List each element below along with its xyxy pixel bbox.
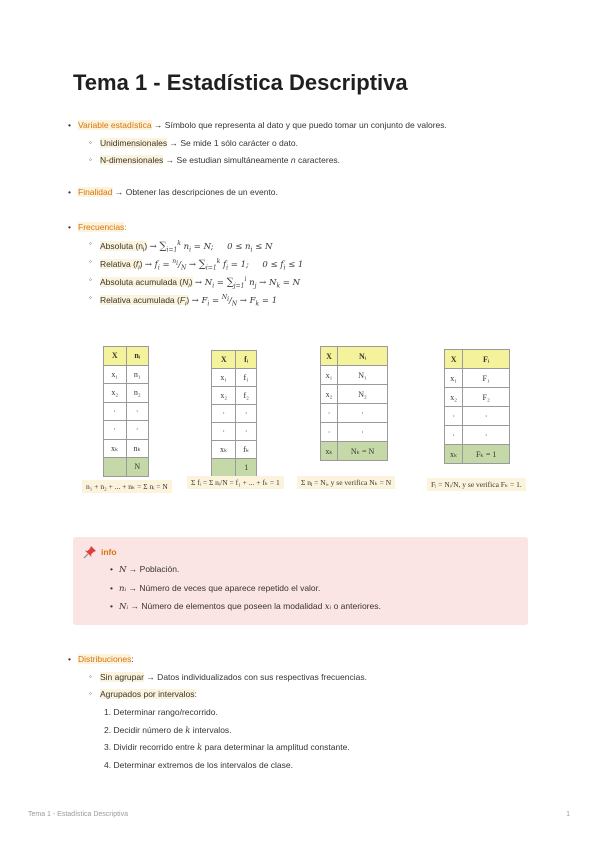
table-total-row (212, 459, 257, 477)
n-desc-tail: caracteres. (295, 155, 341, 165)
table-total-row (104, 458, 149, 477)
absoluta-label: Absoluta (n (100, 240, 143, 251)
table-cell (104, 458, 127, 477)
step-text: Dividir recorrido entre (113, 742, 198, 752)
table-cell: xₖ (104, 439, 127, 458)
table-row (104, 421, 149, 440)
step-number: 3. (104, 742, 112, 752)
info-item (119, 563, 179, 576)
list-item-finalidad (78, 186, 278, 198)
table-cell: nᵢ (126, 347, 149, 366)
table-cell: Nᵢ (338, 347, 388, 366)
table-row (445, 388, 510, 407)
table-cell: x₁ (445, 369, 463, 388)
term-variable: Variable estadística (78, 120, 152, 130)
table-cell: N (126, 458, 149, 477)
step-item (104, 741, 350, 754)
table-row (445, 407, 510, 426)
table-cell: N₁ (338, 366, 388, 385)
callout-title: info (101, 547, 117, 557)
formula-sum-fi: Σ fᵢ = Σ nᵢ/N = f₁ + ... + fₖ = 1 (187, 476, 284, 489)
step-var: k (197, 743, 203, 753)
table-cell (212, 459, 236, 477)
table-cell: · (321, 423, 338, 442)
freq-relativa: ◦ Relativa $(f_i) \to f_i = ^{n_i}/_N \to \sum_{i=1}^k$ $f_i = 1$; $0 \le f_i \le 1$ (100, 256, 303, 275)
page-number: 1 (566, 811, 570, 818)
table-cell: X (104, 347, 127, 366)
table-cell: X (445, 350, 463, 369)
table-row (104, 365, 149, 384)
list-item-frecuencias (78, 221, 127, 233)
n-var: n (290, 155, 296, 165)
info-text-2: o anteriores. (331, 601, 381, 611)
info-symbol: N (119, 565, 127, 575)
table-row (212, 405, 257, 423)
table-cell: fᵢ (236, 351, 257, 369)
uni-desc: → Se mide 1 sólo carácter o dato. (167, 138, 298, 148)
abs-acum-formula: → $N_i = \sum_{j=1}^i$ $n_j \to N_k = N$ (194, 276, 301, 290)
table-cell: · (126, 402, 149, 421)
table-cell: · (212, 405, 236, 423)
table-cell: · (104, 402, 127, 421)
term-distribuciones: Distribuciones (78, 654, 132, 664)
n-desc: → Se estudian simultáneamente (163, 155, 291, 165)
table-cell: x₁ (321, 366, 338, 385)
info-text: → Población. (126, 564, 180, 574)
step-item (104, 759, 293, 771)
step-number: 2. (104, 725, 112, 735)
list-item-variable (78, 119, 447, 131)
table-cell: · (321, 404, 338, 423)
table-cell: xₖ (212, 441, 236, 459)
freq-absoluta: ◦ Absoluta $(n_i) \to \sum_{i=1}^k$ $n_i = N$; $0 \le n_i \le N$ (100, 238, 272, 257)
pushpin-icon (83, 545, 97, 559)
table-cell: f₂ (236, 387, 257, 405)
table-cell: X (212, 351, 236, 369)
info-text: → Número de elementos que poseen la modalidad (128, 601, 325, 611)
relativa-formula: → $f_i = ^{n_i}/_N \to \sum_{i=1}^k$ $f_i = 1$; $0 \le f_i \le 1$ (144, 258, 304, 272)
table-row (445, 426, 510, 445)
table-cumulative-relative (444, 349, 510, 464)
info-text: → Número de veces que aparece repetido el valor. (126, 583, 321, 593)
table-cumulative-absolute (320, 346, 388, 461)
list-item-ndimensionales (100, 154, 340, 166)
step-tail: para determinar la amplitud constante. (202, 742, 350, 752)
step-number: 1. (104, 707, 112, 717)
list-item-agrupados (100, 688, 197, 700)
table-cell: x₂ (212, 387, 236, 405)
step-number: 4. (104, 760, 112, 770)
table-cell: xₖ (445, 445, 463, 464)
formula-cumulative-Ni: Σ nⱼ = Nᵢ, y se verifica Nₖ = N (297, 476, 395, 489)
term-frecuencias: Frecuencias (78, 222, 125, 232)
table-cell: Fᵢ (463, 350, 510, 369)
table-cell: Fₖ = 1 (463, 445, 510, 464)
frecuencias-colon: : (124, 222, 127, 232)
abs-acum-label: Absoluta acumulada ( (100, 276, 183, 287)
table-row (321, 404, 388, 423)
table-cell: fₖ (236, 441, 257, 459)
table-cell: n₂ (126, 384, 149, 403)
term-ndimensionales: N-dimensionales (100, 155, 164, 165)
table-absolute-frequency (103, 346, 149, 477)
term-finalidad: Finalidad (78, 187, 113, 197)
table-cell: · (463, 426, 510, 445)
table-cell: xₖ (321, 442, 338, 461)
step-tail: intervalos. (190, 725, 232, 735)
relativa-label: Relativa ( (100, 258, 136, 269)
term-unidimensionales: Unidimensionales (100, 138, 168, 148)
absoluta-close: ) (144, 240, 148, 251)
step-text: Determinar rango/recorrido. (113, 707, 218, 717)
table-cell: n₁ (126, 365, 149, 384)
variable-desc: → Símbolo que representa al dato y que puedo tomar un conjunto de valores. (151, 120, 447, 130)
table-cell: · (236, 423, 257, 441)
table-cell: x₁ (104, 365, 127, 384)
step-item (104, 706, 218, 718)
table-total-row (321, 442, 388, 461)
table-row (445, 369, 510, 388)
formula-cumulative-Fi: Fᵢ = Nᵢ/N, y se verifica Fₖ = 1. (427, 478, 526, 491)
table-row (104, 402, 149, 421)
table-cell: · (236, 405, 257, 423)
table-cell: x₂ (445, 388, 463, 407)
info-symbol: nᵢ (119, 584, 127, 594)
table-cell: nₖ (126, 439, 149, 458)
table-header-row (321, 347, 388, 366)
list-item-sin-agrupar (100, 671, 367, 683)
table-cell: F₁ (463, 369, 510, 388)
table-header-row (445, 350, 510, 369)
term-sin-agrupar: Sin agrupar (100, 672, 144, 682)
table-cell: X (321, 347, 338, 366)
table-cell: x₂ (104, 384, 127, 403)
table-cell: · (445, 426, 463, 445)
table-cell: · (445, 407, 463, 426)
freq-absoluta-acumulada: ◦ Absoluta acumulada $(N_i) \to N_i = \sum_{j=1}^i$ $n_j \to N_k = N$ (100, 274, 300, 293)
abs-acum-close: ) (189, 276, 193, 287)
table-cell: F₂ (463, 388, 510, 407)
step-item (104, 724, 232, 737)
table-cell: 1 (236, 459, 257, 477)
table-row (321, 366, 388, 385)
info-item (119, 600, 381, 613)
table-row (212, 441, 257, 459)
rel-acum-close: ) (186, 294, 190, 305)
table-cell: N₂ (338, 385, 388, 404)
list-item-distribuciones (78, 653, 134, 665)
table-cell: Nₖ = N (338, 442, 388, 461)
table-cell: · (212, 423, 236, 441)
table-header-row (104, 347, 149, 366)
formula-sum-ni: n₁ + n₂ + ... + nₖ = Σ nᵢ = N (82, 480, 172, 493)
footer-title: Tema 1 - Estadística Descriptiva (28, 811, 128, 818)
info-item (119, 582, 320, 595)
term-agrupados: Agrupados por intervalos (100, 689, 195, 699)
freq-relativa-acumulada: ◦ Relativa acumulada $(F_i) \to F_i = ^{N_i}/_N \to F_k = 1$ (100, 292, 277, 311)
info-symbol: Nᵢ (119, 602, 129, 612)
table-row (212, 387, 257, 405)
distribuciones-colon: : (131, 654, 134, 664)
step-var: k (185, 726, 191, 736)
table-cell: · (338, 404, 388, 423)
table-relative-frequency (211, 350, 257, 477)
table-cell: · (104, 421, 127, 440)
table-header-row (212, 351, 257, 369)
step-text: Decidir número de (113, 725, 186, 735)
list-item-unidimensionales (100, 137, 298, 149)
agrupados-colon: : (194, 689, 197, 699)
sin-agrupar-desc: → Datos individualizados con sus respectivas frecuencias. (143, 672, 367, 682)
table-row (104, 384, 149, 403)
table-total-row (445, 445, 510, 464)
table-cell: · (463, 407, 510, 426)
info-symbol-2: xᵢ (324, 602, 332, 612)
info-callout (73, 537, 528, 625)
table-cell: x₂ (321, 385, 338, 404)
table-cell: f₁ (236, 369, 257, 387)
absoluta-formula: → $\sum_{i=1}^k$ $n_i = N$; $0 \le n_i \le N$ (149, 240, 273, 254)
finalidad-desc: → Obtener las descripciones de un evento. (112, 187, 278, 197)
table-row (321, 385, 388, 404)
table-cell: x₁ (212, 369, 236, 387)
step-text: Determinar extremos de los intervalos de clase. (113, 760, 293, 770)
table-row (104, 439, 149, 458)
table-cell: · (126, 421, 149, 440)
rel-acum-formula: → $F_i = ^{N_i}/_N \to F_k = 1$ (191, 294, 278, 308)
page-title: Tema 1 - Estadística Descriptiva (73, 70, 408, 95)
table-row (212, 423, 257, 441)
table-row (212, 369, 257, 387)
table-row (321, 423, 388, 442)
table-cell: · (338, 423, 388, 442)
rel-acum-label: Relativa acumulada ( (100, 294, 180, 305)
relativa-close: ) (139, 258, 143, 269)
